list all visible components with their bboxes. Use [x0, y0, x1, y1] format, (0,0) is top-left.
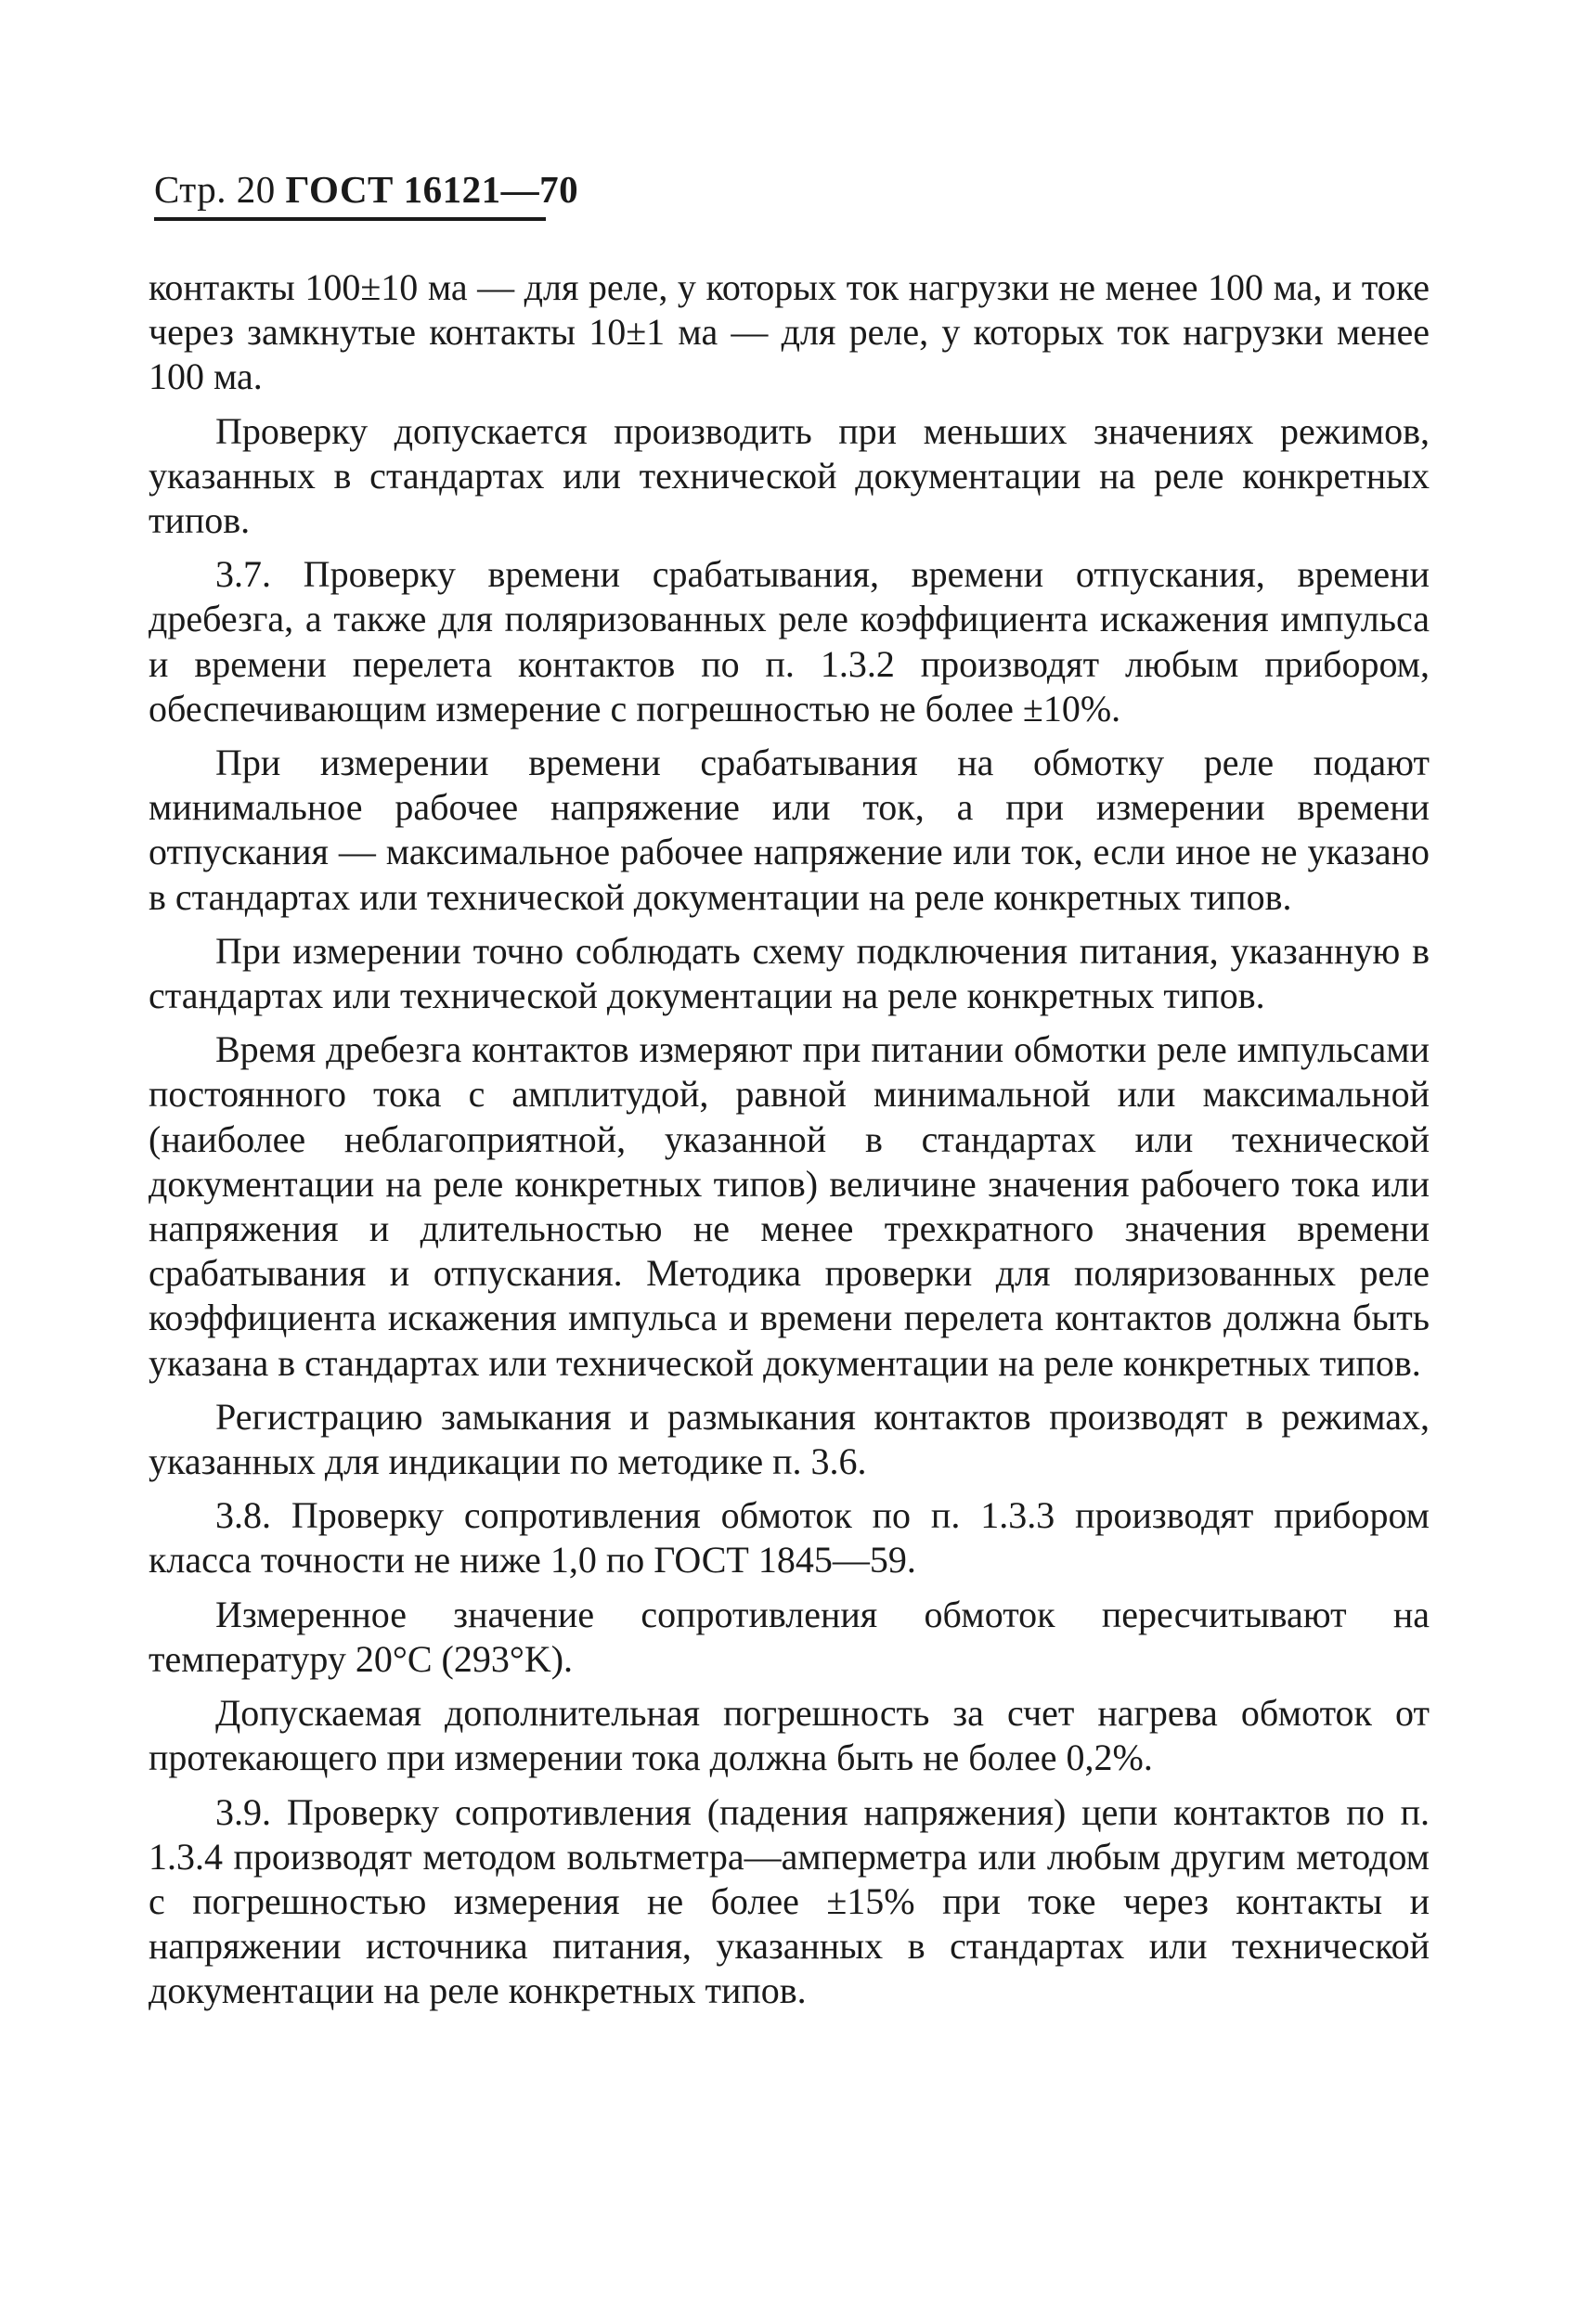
- paragraph: Регистрацию замыкания и размыкания контактов производят в режимах, указанных для индикации по методике п. 3.6.: [149, 1395, 1430, 1483]
- page-header: [154, 167, 578, 212]
- paragraph: 3.9. Проверку сопротивления (падения напряжения) цепи контактов по п. 1.3.4 производят методом вольтметра—амперметра или любым другим методом с погрешностью измерения не более ±15% при токе через контакты и напряжении источника питания, указанных в стандартах или технической документации на реле конкретных типов.: [149, 1790, 1430, 2012]
- paragraph: Допускаемая дополнительная погрешность за счет нагрева обмоток от протекающего при измерении тока должна быть не более 0,2%.: [149, 1692, 1430, 1779]
- paragraph: 3.7. Проверку времени срабатывания, времени отпускания, времени дребезга, а также для поляризованных реле коэффициента искажения импульса и времени перелета контактов по п. 1.3.2 производят любым прибором, обеспечивающим измерение с погрешностью не более ±10%.: [149, 553, 1430, 729]
- paragraph: При измерении точно соблюдать схему подключения питания, указанную в стандартах или технической документации на реле конкретных типов.: [149, 929, 1430, 1017]
- paragraph: Время дребезга контактов измеряют при питании обмотки реле импульсами постоянного тока с амплитудой, равной минимальной или максимальной (наиболее неблагоприятной, указанной в стандартах или технической документации на реле конкретных типов) величине значения рабочего тока или напряжения и длительностью не менее трехкратного значения времени срабатывания и отпускания. Методика проверки для поляризованных реле коэффициента искажения импульса и времени перелета контактов должна быть указана в стандартах или технической документации на реле конкретных типов.: [149, 1028, 1430, 1384]
- paragraph: контакты 100±10 ма — для реле, у которых ток нагрузки не менее 100 ма, и токе через замкнутые контакты 10±1 ма — для реле, у которых ток нагрузки менее 100 ма.: [149, 266, 1430, 398]
- page-number: Стр. 20: [154, 168, 276, 211]
- standard-number: ГОСТ 16121—70: [285, 168, 579, 211]
- paragraph: Проверку допускается производить при меньших значениях режимов, указанных в стандартах или технической документации на реле конкретных типов.: [149, 409, 1430, 542]
- paragraph: При измерении времени срабатывания на обмотку реле подают минимальное рабочее напряжение или ток, а при измерении времени отпускания — максимальное рабочее напряжение или ток, если иное не указано в стандартах или технической документации на реле конкретных типов.: [149, 742, 1430, 918]
- paragraph: Измеренное значение сопротивления обмоток пересчитывают на температуру 20°C (293°K).: [149, 1593, 1430, 1680]
- header-rule: [154, 217, 546, 221]
- body-text: [149, 265, 1430, 2023]
- paragraph: 3.8. Проверку сопротивления обмоток по п. 1.3.3 производят прибором класса точности не ниже 1,0 по ГОСТ 1845—59.: [149, 1494, 1430, 1582]
